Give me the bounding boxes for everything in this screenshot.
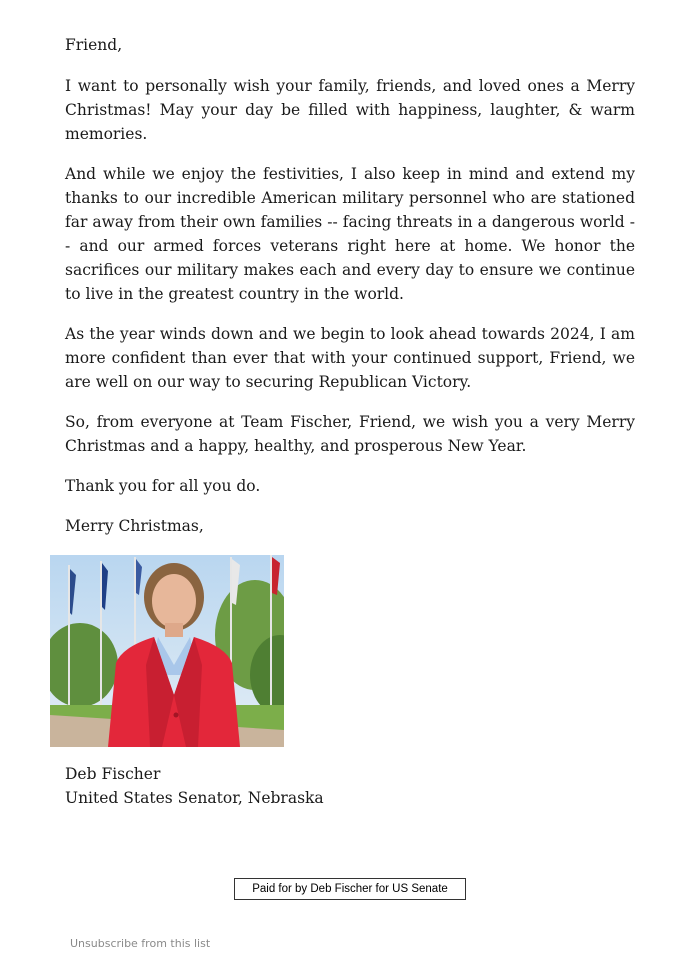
unsubscribe-link[interactable]: Unsubscribe from this list — [70, 937, 211, 950]
signature-title: United States Senator, Nebraska — [65, 789, 324, 807]
paid-for-disclaimer: Paid for by Deb Fischer for US Senate — [234, 878, 466, 900]
closing: Merry Christmas, — [65, 517, 204, 535]
paragraph-1: I want to personally wish your family, friends, and loved ones a Merry Christmas! May your day be filled with happiness, laughter, & warm memories. — [65, 77, 635, 143]
paragraph-4: So, from everyone at Team Fischer, Friend, we wish you a very Merry Christmas and a happy, healthy, and prosperous New Year. — [65, 413, 635, 455]
greeting: Friend, — [65, 36, 123, 54]
paragraph-3: As the year winds down and we begin to look ahead towards 2024, I am more confident than ever that with your continued support, Friend, we are well on our way to securing Republican Victory. — [65, 325, 635, 391]
paragraph-5: Thank you for all you do. — [65, 477, 261, 495]
letter-body — [65, 33, 635, 554]
paragraph-2: And while we enjoy the festivities, I also keep in mind and extend my thanks to our incredible American military personnel who are stationed far away from their own families -- facing threats in a dangerous world -- and our armed forces veterans right here at home. We honor the sacrifices our military makes each and every day to ensure we continue to live in the greatest country in the world. — [65, 165, 635, 303]
signature-name: Deb Fischer — [65, 765, 161, 783]
signature-block — [65, 762, 324, 810]
senator-portrait — [50, 555, 284, 747]
